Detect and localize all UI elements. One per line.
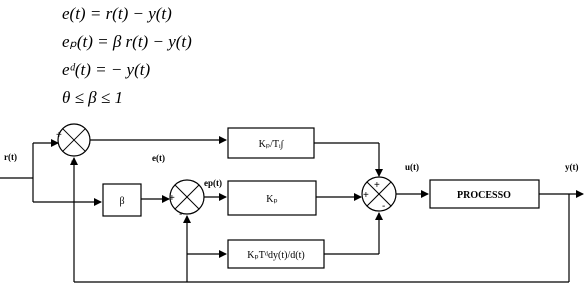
derivative-block-label: KₚTᵈdy(t)/d(t) xyxy=(247,250,305,261)
proportional-block-label: Kₚ xyxy=(266,194,278,205)
sum3-plus-sign-left: + xyxy=(363,190,369,201)
sum2-plus-sign: + xyxy=(169,193,175,204)
sum1-plus-sign: + xyxy=(56,130,62,141)
sum3-plus-sign-top: + xyxy=(374,180,380,191)
equation-proportional-error: eₚ(t) = β r(t) − y(t) xyxy=(62,32,192,51)
beta-block-label: β xyxy=(119,196,125,207)
equation-derivative-error: eᵈ(t) = − y(t) xyxy=(62,60,151,79)
equation-error: e(t) = r(t) − y(t) xyxy=(62,4,172,23)
equation-beta-range: θ ≤ β ≤ 1 xyxy=(62,88,123,107)
sum1-minus-sign: - xyxy=(71,156,75,167)
signal-ep-label: ep(t) xyxy=(204,178,222,188)
summing-junction-1 xyxy=(58,124,90,156)
sum3-minus-sign: - xyxy=(382,201,386,212)
signal-e-label: e(t) xyxy=(152,153,165,163)
signal-r-label: r(t) xyxy=(4,152,17,162)
signal-y-label: y(t) xyxy=(565,162,579,172)
signal-u-label: u(t) xyxy=(405,162,419,172)
process-block-label: PROCESSO xyxy=(457,190,511,201)
sum2-minus-sign: - xyxy=(179,209,183,220)
summing-junction-2 xyxy=(170,180,204,214)
integral-block-label: Kₚ/Tᵢ∫ xyxy=(258,139,284,150)
